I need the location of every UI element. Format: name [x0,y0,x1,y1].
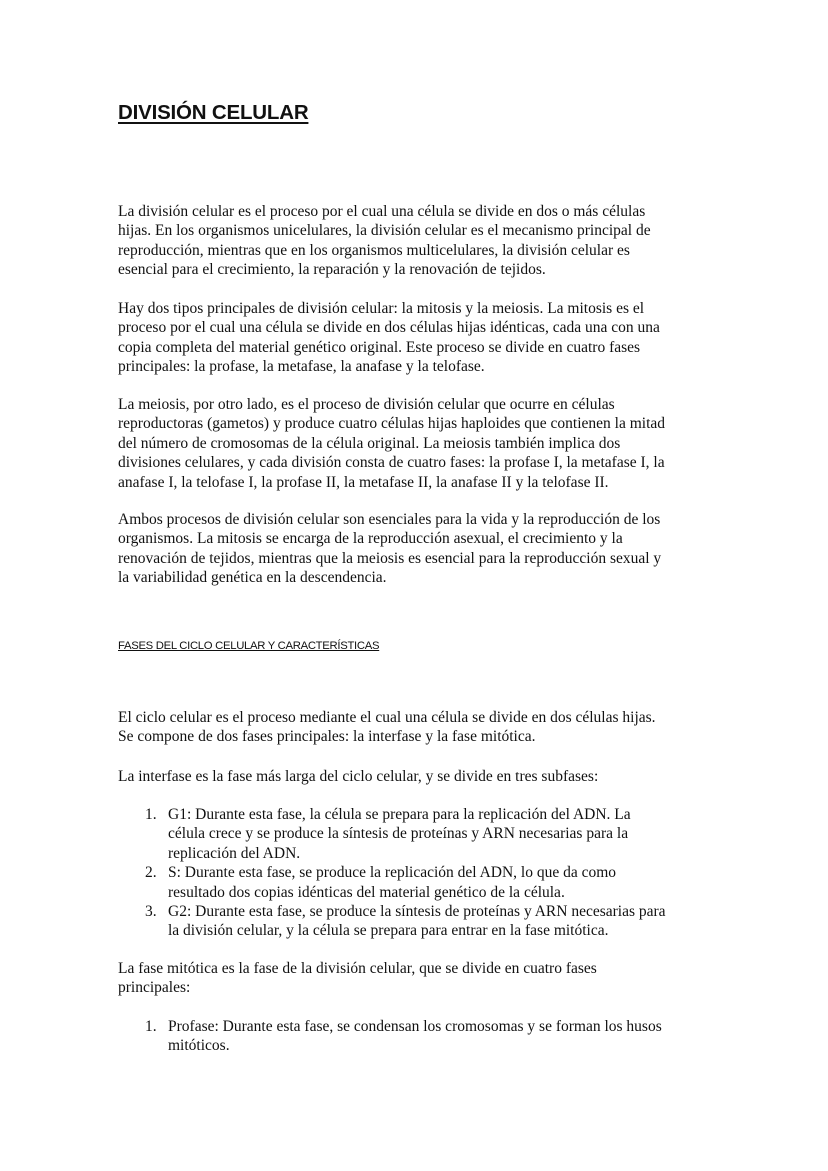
paragraph-cycle [118,708,656,747]
list-item [118,863,666,902]
text-line: la variabilidad genética en la descendencia. [118,569,387,587]
text-line: reproducción, mientras que en los organismos multicelulares, la división celular es [118,241,630,259]
text-line: la división celular, y la célula se prepara para entrar en la fase mitótica. [168,922,609,940]
text-line: replicación del ADN. [168,844,301,862]
text-line: del número de cromosomas de la célula original. La meiosis también implica dos [118,434,621,452]
paragraph-mitotic [118,959,597,998]
paragraph-types [118,299,660,377]
list-item [118,902,666,941]
text-line: proceso por el cual una célula se divide en dos células hijas idénticas, cada una con una [118,319,660,337]
text-line: principales: [118,979,191,997]
text-line: Profase: Durante esta fase, se condensan los cromosomas y se forman los husos [168,1018,662,1035]
text-line: anafase I, la telofase I, la profase II, la metafase II, la anafase II y la telofase II. [118,473,609,491]
text-line: organismos. La mitosis se encarga de la reproducción asexual, el crecimiento y la [118,530,623,548]
paragraph-intro [118,202,651,280]
list-number: 2. [145,864,157,882]
text-line: La meiosis, por otro lado, es el proceso de división celular que ocurre en células [118,396,615,413]
paragraph-both [118,510,661,588]
paragraph-meiosis [118,395,665,492]
text-line: divisiones celulares, y cada división consta de cuatro fases: la profase I, la metafase I, la [118,454,665,472]
list-item [118,1017,662,1056]
mitotic-list [118,1017,662,1056]
list-number: 1. [145,1018,157,1035]
text-line: renovación de tejidos, mientras que la meiosis es esencial para la reproducción sexual y [118,549,662,567]
text-line: esencial para el crecimiento, la reparación y la renovación de tejidos. [118,261,546,279]
text-line: G2: Durante esta fase, se produce la síntesis de proteínas y ARN necesarias para [168,903,666,921]
text-line: hijas. En los organismos unicelulares, la división celular es el mecanismo principal de [118,222,651,240]
text-line: mitóticos. [168,1037,230,1055]
text-line: G1: Durante esta fase, la célula se prepara para la replicación del ADN. La [168,806,631,823]
text-line: principales: la profase, la metafase, la anafase y la telofase. [118,358,485,376]
text-line: Se compone de dos fases principales: la interfase y la fase mitótica. [118,728,536,746]
text-line: copia completa del material genético original. Este proceso se divide en cuatro fases [118,338,641,356]
list-number: 3. [145,903,157,921]
interfase-list [118,805,666,941]
text-line: resultado dos copias idénticas del material genético de la célula. [168,883,565,901]
text-line: S: Durante esta fase, se produce la replicación del ADN, lo que da como [168,864,617,882]
list-item [118,805,666,863]
paragraph-interfase [118,767,598,786]
text-line: La interfase es la fase más larga del ciclo celular, y se divide en tres subfases: [118,768,599,785]
text-line: Hay dos tipos principales de división celular: la mitosis y la meiosis. La mitosis es el [118,300,645,317]
text-line: La fase mitótica es la fase de la división celular, que se divide en cuatro fases [118,960,597,977]
text-line: La división celular es el proceso por el cual una célula se divide en dos o más células [118,203,646,220]
text-line: célula crece y se produce la síntesis de proteínas y ARN necesarias para la [168,825,629,843]
text-line: reproductoras (gametos) y produce cuatro células hijas haploides que contienen la mitad [118,415,666,433]
text-line: Ambos procesos de división celular son esenciales para la vida y la reproducción de los [118,511,661,528]
text-line: El ciclo celular es el proceso mediante el cual una célula se divide en dos células hijas. [118,709,656,726]
document-title: DIVISIÓN CELULAR [118,101,309,124]
list-number: 1. [145,806,157,823]
section-heading: FASES DEL CICLO CELULAR Y CARACTERÍSTICAS [118,640,380,652]
